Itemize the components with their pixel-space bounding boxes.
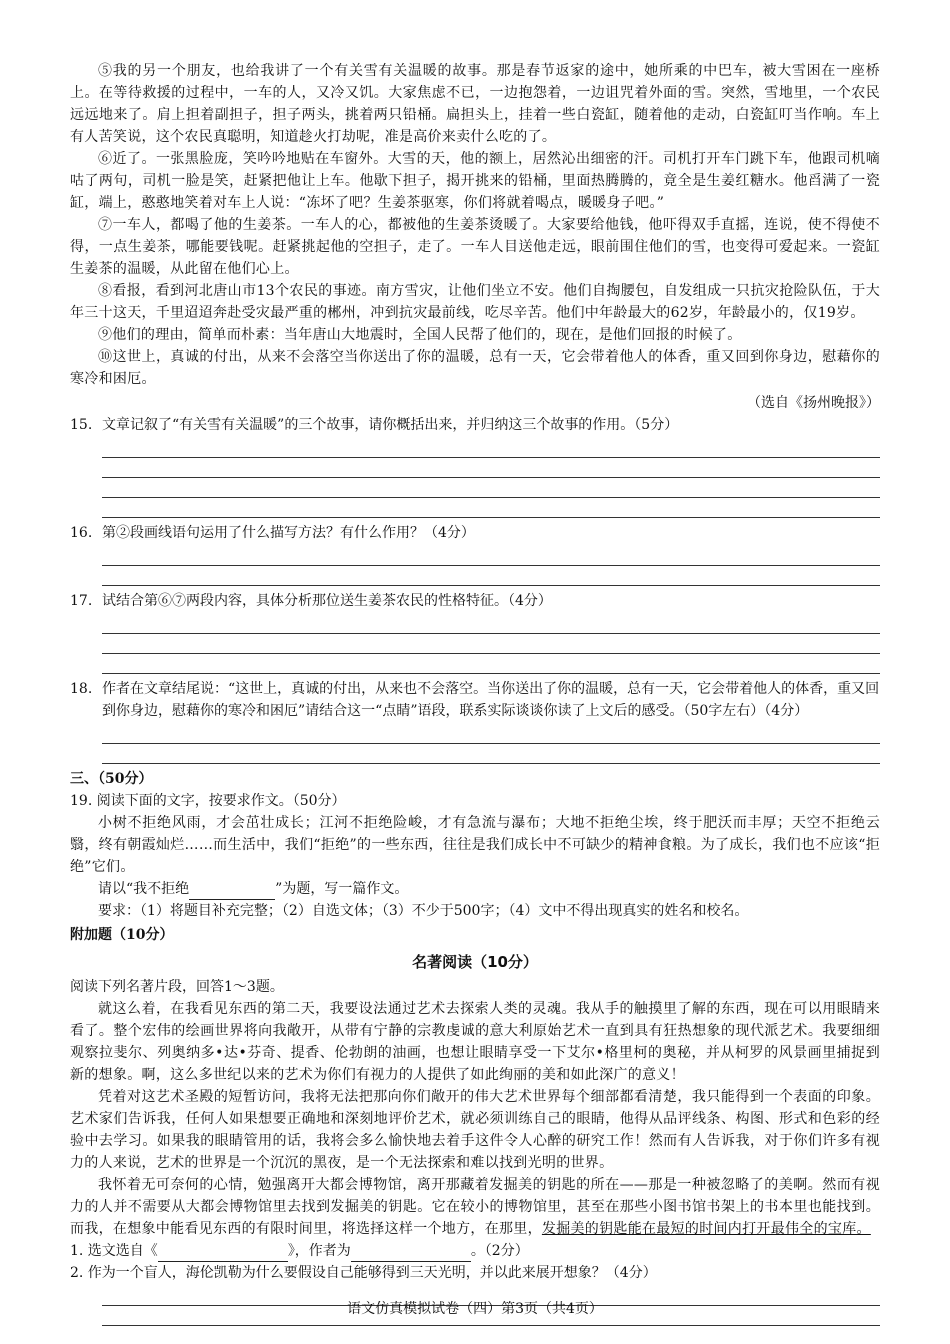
answer-line[interactable] (102, 498, 880, 518)
answer-lines-18[interactable] (102, 724, 880, 764)
answer-lines-16[interactable] (102, 546, 880, 586)
book-title-blank[interactable] (158, 1247, 288, 1262)
question-number: 16. (70, 525, 93, 541)
excerpt-paragraph-3 (70, 1174, 880, 1240)
section-3-heading: 三、（50分） (70, 771, 153, 787)
bonus-instruction: 阅读下列名著片段，回答1～3题。 (70, 979, 284, 995)
bonus-heading: 附加题（10分） (70, 927, 174, 943)
article-paragraph-8: ⑧看报，看到河北唐山市13个农民的事迹。南方雪灾，让他们坐立不安。他们自掏腰包，自发组成一只抗灾抢险队伍，于大年三十这天，千里迢迢奔赴受灾最严重的郴州，冲到抗灾最前线，吃尽辛苦。他们中年龄最大的62岁，年龄最小的，仅19岁。 (70, 283, 880, 321)
bonus-q1-middle: 》，作者为 (287, 1243, 351, 1259)
answer-line[interactable] (102, 438, 880, 458)
classics-reading-title: 名著阅读（10分） (412, 953, 538, 971)
essay-title-blank[interactable] (189, 885, 275, 900)
underlined-sentence: 发掘美的钥匙能在最短的时间内打开最伟全的宝库。 (541, 1221, 871, 1237)
question-17 (70, 590, 880, 612)
bonus-question-2: 2. 作为一个盲人，海伦凯勒为什么要假设自己能够得到三天光明，并以此来展开想象？（4分） (70, 1265, 657, 1281)
article-paragraph-6: ⑥近了。一张黑脸庞，笑吟吟地贴在车窗外。大雪的天，他的额上，居然沁出细密的汗。司机打开车门跳下车，他跟司机嘀咕了两句，司机一脸是笑，赶紧把他让上车。他歇下担子，揭开挑来的铅桶，里面热腾腾的，竟全是生姜红糖水。他舀满了一瓷缸，端上，憨憨地笑着对车上人说：“冻坏了吧？生姜茶驱寒，你们将就着喝点，暖暖身子吧。” (70, 151, 880, 211)
author-blank[interactable] (351, 1247, 471, 1262)
answer-line[interactable] (102, 458, 880, 478)
question-text: 文章记叙了“有关雪有关温暖”的三个故事，请你概括出来，并归纳这三个故事的作用。（5分） (102, 417, 679, 433)
question-18 (70, 678, 880, 722)
bonus-q1-suffix: 。（2分） (470, 1243, 529, 1259)
answer-line[interactable] (102, 744, 880, 764)
answer-line[interactable] (102, 566, 880, 586)
answer-lines-17[interactable] (102, 614, 880, 674)
article-paragraph-9: ⑨他们的理由，简单而朴素：当年唐山大地震时，全国人民帮了他们的，现在，是他们回报的时候了。 (98, 327, 742, 343)
article-paragraph-10: ⑩这世上，真诚的付出，从来不会落空当你送出了你的温暖，总有一天，它会带着他人的体香，重又回到你身边，慰藉你的寒冷和困厄。 (70, 349, 880, 387)
answer-line[interactable] (102, 478, 880, 498)
essay-title-prefix: 请以“我不拒绝 (98, 881, 190, 897)
essay-prompt: 小树不拒绝风雨，才会茁壮成长；江河不拒绝险峻，才有急流与瀑布；大地不拒绝尘埃，终于肥沃而丰厚；天空不拒绝云翳，终有朝霞灿烂……而生活中，我们“拒绝”的一些东西，往往是我们成长中不可缺少的精神食粮。为了成长，我们也不应该“拒绝”它们。 (70, 815, 880, 875)
bonus-question-1 (70, 1240, 880, 1262)
answer-line[interactable] (102, 546, 880, 566)
exam-page (70, 60, 880, 1330)
essay-title-suffix: ”为题，写一篇作文。 (275, 881, 409, 897)
article-source: （选自《扬州晚报》） (747, 395, 880, 411)
question-number: 17. (70, 593, 93, 609)
excerpt-paragraph-1: 就这么着，在我看见东西的第二天，我要设法通过艺术去探索人类的灵魂。我从手的触摸里了解的东西，现在可以用眼睛来看了。整个宏伟的绘画世界将向我敞开，从带有宁静的宗教虔诚的意大利原始艺术一直到具有狂热想象的现代派艺术。我要细细观察拉斐尔、列奥纳多•达•芬奇、提香、伦勃朗的油画，也想让眼睛享受一下艾尔•格里柯的奥秘，并从柯罗的风景画里捕捉到新的想象。啊，这么多世纪以来的艺术为你们有视力的人提供了如此绚丽的美和如此深广的意义！ (70, 1001, 880, 1083)
answer-line[interactable] (102, 614, 880, 634)
article-paragraph-5: ⑤我的另一个朋友，也给我讲了一个有关雪有关温暖的故事。那是春节返家的途中，她所乘的中巴车，被大雪困在一座桥上。在等待救援的过程中，一车的人，又冷又饥。大家焦虑不已，一边抱怨着，一边诅咒着外面的雪。突然，雪地里，一个农民远远地来了。肩上担着副担子，担子两头，挑着两只铅桶。扁担头上，挂着一些白瓷缸，随着他的走动，白瓷缸叮当作响。车上有人苦笑说，这个农民真聪明，知道趁火打劫呢，准是高价来卖什么吃的了。 (70, 63, 880, 145)
article-paragraph-7: ⑦一车人，都喝了他的生姜茶。一车人的心，都被他的生姜茶烫暖了。大家要给他钱，他吓得双手直摇，连说，使不得使不得，一点生姜茶，哪能要钱呢。赶紧挑起他的空担子，走了。一车人目送他走远，眼前围住他们的雪，也变得可爱起来。一瓷缸生姜茶的温暖，从此留在他们心上。 (70, 217, 880, 277)
page-footer: 语文仿真模拟试卷（四）第3页（共4页） (347, 1301, 603, 1317)
excerpt-paragraph-3-text: 我怀着无可奈何的心情，勉强离开大都会博物馆，离开那藏着发掘美的钥匙的所在——那是一种被忽略了的美啊。然而有视力的人并不需要从大都会博物馆里去找到发掘美的钥匙。它在较小的博物馆里，甚至在那些小图书馆书架上的书本里也能找到。而我，在想象中能看见东西的有限时间里，将选择这样一个地方，在那里， (70, 1177, 880, 1237)
essay-title-instruction (70, 878, 880, 900)
question-number: 18. (70, 681, 93, 697)
question-text: 作者在文章结尾说：“这世上，真诚的付出，从来也不会落空。当你送出了你的温暖，总有一天，它会带着他人的体香，重又回到你身边，慰藉你的寒冷和困厄”请结合这一“点睛”语段，联系实际谈谈你读了上文后的感受。（50字左右）（4分） (102, 681, 880, 719)
answer-line[interactable] (102, 634, 880, 654)
question-text: 第②段画线语句运用了什么描写方法？有什么作用？（4分） (102, 525, 475, 541)
essay-requirements: 要求：（1）将题目补充完整；（2）自选文体；（3）不少于500字；（4）文中不得出现真实的姓名和校名。 (98, 903, 749, 919)
answer-lines-15[interactable] (102, 438, 880, 518)
question-15 (70, 414, 880, 436)
excerpt-paragraph-2: 凭着对这艺术圣殿的短暂访问，我将无法把那向你们敞开的伟大艺术世界每个细部都看清楚，我只能得到一个表面的印象。艺术家们告诉我，任何人如果想要正确地和深刻地评价艺术，就必须训练自己的眼睛，他得从品评线条、构图、形式和色彩的经验中去学习。如果我的眼睛管用的话，我将会多么愉快地去着手这件令人心醉的研究工作！然而有人告诉我，对于你们许多有视力的人来说，艺术的世界是一个沉沉的黑夜，是一个无法探索和难以找到光明的世界。 (70, 1089, 880, 1171)
answer-line[interactable] (102, 654, 880, 674)
question-number: 15. (70, 417, 93, 433)
answer-line[interactable] (102, 724, 880, 744)
question-16 (70, 522, 880, 544)
question-text: 试结合第⑥⑦两段内容，具体分析那位送生姜茶农民的性格特征。（4分） (102, 593, 552, 609)
bonus-q1-prefix: 1. 选文选自《 (70, 1243, 158, 1259)
question-19: 19. 阅读下面的文字，按要求作文。（50分） (70, 793, 346, 809)
